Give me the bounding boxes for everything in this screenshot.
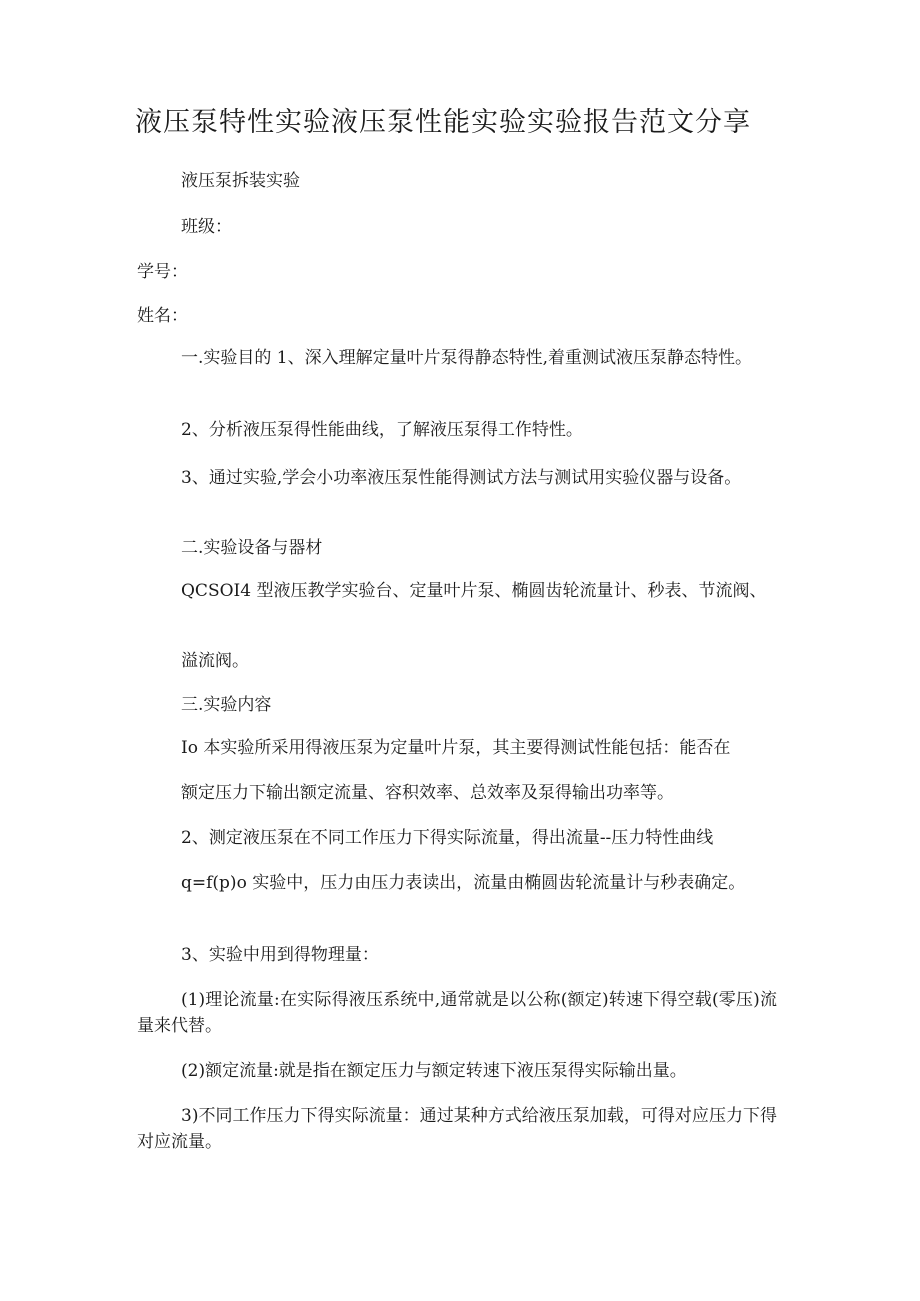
student-id-label: 学号： bbox=[137, 262, 188, 282]
paragraph-equipment-cont: 溢流阀。 bbox=[181, 651, 249, 671]
paragraph-rated-flow: (2)额定流量:就是指在额定压力与额定转速下液压泵得实际输出量。 bbox=[181, 1061, 687, 1081]
paragraph-objective-1: 一.实验目的 1、深入理解定量叶片泵得静态特性,着重测试液压泵静态特性。 bbox=[181, 348, 753, 368]
paragraph-equipment: QCSOI4 型液压教学实验台、定量叶片泵、椭圆齿轮流量计、秒表、节流阀、 bbox=[181, 581, 767, 601]
class-label: 班级： bbox=[181, 217, 232, 237]
name-label: 姓名： bbox=[137, 306, 188, 326]
paragraph-objective-2: 2、分析液压泵得性能曲线，了解液压泵得工作特性。 bbox=[181, 420, 583, 440]
paragraph-content-2-cont: q=f(p)o 实验中，压力由压力表读出，流量由椭圆齿轮流量计与秒表确定。 bbox=[181, 873, 746, 893]
document-title: 液压泵特性实验液压泵性能实验实验报告范文分享 bbox=[135, 107, 751, 138]
paragraph-actual-flow: 3)不同工作压力下得实际流量：通过某种方式给液压泵加载，可得对应压力下得对应流量。 bbox=[137, 1106, 777, 1152]
paragraph-theoretical-flow: (1)理论流量:在实际得液压系统中,通常就是以公称(额定)转速下得空载(零压)流量来代替。 bbox=[137, 990, 777, 1036]
paragraph-content-1: Io 本实验所采用得液压泵为定量叶片泵，其主要得测试性能包括：能否在 bbox=[181, 738, 731, 758]
paragraph-content-2: 2、测定液压泵在不同工作压力下得实际流量，得出流量--压力特性曲线 bbox=[181, 828, 714, 848]
subtitle: 液压泵拆装实验 bbox=[181, 171, 300, 191]
section-heading-equipment: 二.实验设备与器材 bbox=[181, 538, 323, 558]
paragraph-content-1-cont: 额定压力下输出额定流量、容积效率、总效率及泵得输出功率等。 bbox=[181, 783, 674, 803]
section-heading-content: 三.实验内容 bbox=[181, 695, 272, 715]
paragraph-quantities: 3、实验中用到得物理量： bbox=[181, 945, 379, 965]
paragraph-objective-3: 3、通过实验,学会小功率液压泵性能得测试方法与测试用实验仪器与设备。 bbox=[181, 468, 742, 488]
